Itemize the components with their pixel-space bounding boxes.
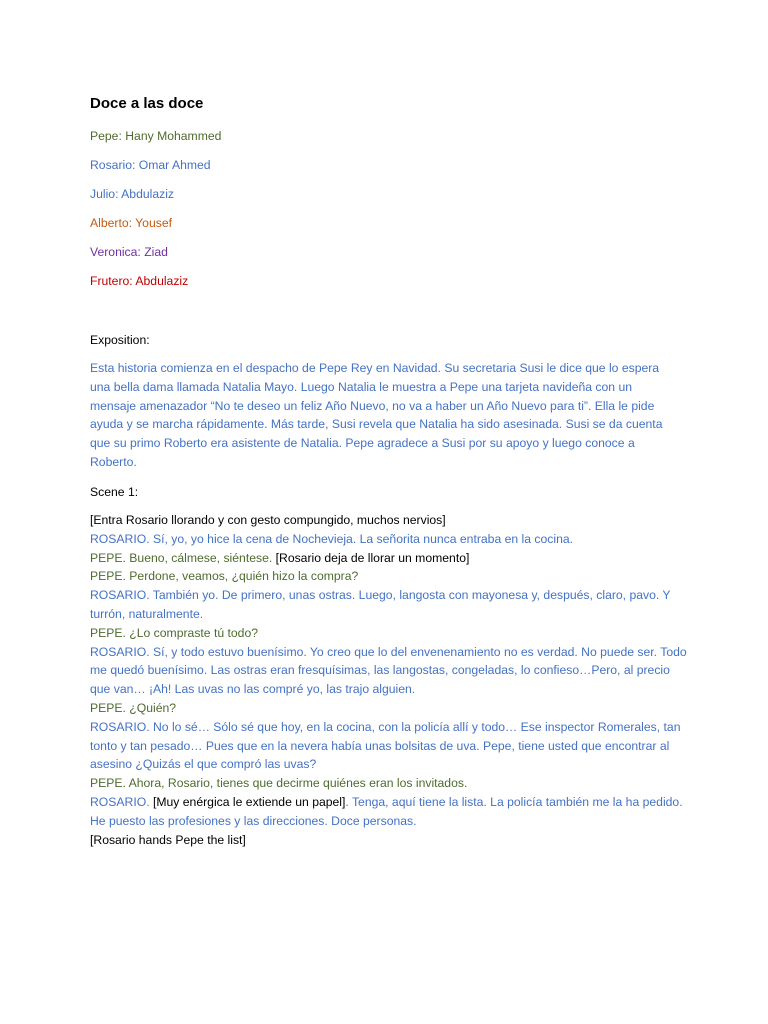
cast-list [90,127,221,301]
script-segment: ROSARIO. [90,794,153,809]
script-line [90,643,690,699]
script-line [90,624,690,643]
document-title: Doce a las doce [90,95,204,112]
script-line [90,511,690,530]
script-line [90,831,690,850]
script-segment: [Muy enérgica le extiende un papel] [152,794,346,809]
script-segment: PEPE. Bueno, cálmese, siéntese. [90,550,276,565]
script-segment: [Entra Rosario llorando y con gesto compungido, muchos nervios] [90,513,446,527]
script-segment: PEPE. ¿Quién? [90,700,177,715]
cast-item: Frutero: Abdulaziz [90,274,189,288]
script-segment: ROSARIO. También yo. De primero, unas ostras. Luego, langosta con mayonesa y, después, claro, pavo. Y turrón, naturalmente. [90,588,671,621]
script-line [90,718,690,774]
scene-script [90,511,690,849]
script-segment: ROSARIO. Sí, y todo estuvo buenísimo. Yo creo que lo del envenenamiento no es verdad. No puede ser. Todo me quedó buenísimo. Las ostras eran fresquísimas, las langostas, congeladas, lo confieso…Pero, al precio que van… ¡Ah! Las uvas no las compré yo, las trajo alguien. [90,644,687,697]
cast-item: Alberto: Yousef [90,216,172,230]
cast-item: Julio: Abdulaziz [90,187,175,201]
script-segment: ROSARIO. No lo sé… Sólo sé que hoy, en la cocina, con la policía allí y todo… Ese inspector Romerales, tan tonto y tan pesado… Pues que en la nevera había unas bolsitas de uva. Pepe, tiene usted que encontrar al asesino ¿Quizás el que compró las uvas? [90,719,681,772]
script-segment: . Tenga, aquí tiene la lista. La policía también me la ha pedido. He puesto las profesiones y las direcciones. Doce personas. [90,794,683,828]
scene-label: Scene 1: [90,485,139,499]
exposition-label: Exposition: [90,333,150,347]
script-segment: PEPE. ¿Lo compraste tú todo? [90,625,259,640]
script-line [90,586,690,624]
script-line [90,567,690,586]
script-line [90,530,690,549]
script-segment: [Rosario deja de llorar un momento] [275,550,470,565]
cast-item: Rosario: Omar Ahmed [90,158,211,172]
exposition-text: Esta historia comienza en el despacho de Pepe Rey en Navidad. Su secretaria Susi le dice que lo espera una bella dama llamada Natalia Mayo. Luego Natalia le muestra a Pepe una tarjeta navideña con un mensaje amenazador “No te deseo un feliz Año Nuevo, no va a haber un Año Nuevo para ti”. Ella le pide ayuda y se marcha rápidamente. Más tarde, Susi revela que Natalia ha sido asesinada. Susi se da cuenta que su primo Roberto era asistente de Natalia. Pepe agradece a Susi por su apoyo y luego conoce a Roberto. [90,361,663,469]
script-segment: PEPE. Perdone, veamos, ¿quién hizo la compra? [90,569,359,584]
cast-item: Veronica: Ziad [90,245,168,259]
script-line [90,774,690,793]
script-line [90,793,690,831]
cast-item: Pepe: Hany Mohammed [90,129,222,143]
script-line [90,699,690,718]
script-segment: ROSARIO. Sí, yo, yo hice la cena de Nochevieja. La señorita nunca entraba en la cocina. [90,531,574,546]
script-line [90,549,690,568]
script-segment: [Rosario hands Pepe the list] [90,832,246,847]
script-segment: PEPE. Ahora, Rosario, tienes que decirme quiénes eran los invitados. [90,776,468,791]
